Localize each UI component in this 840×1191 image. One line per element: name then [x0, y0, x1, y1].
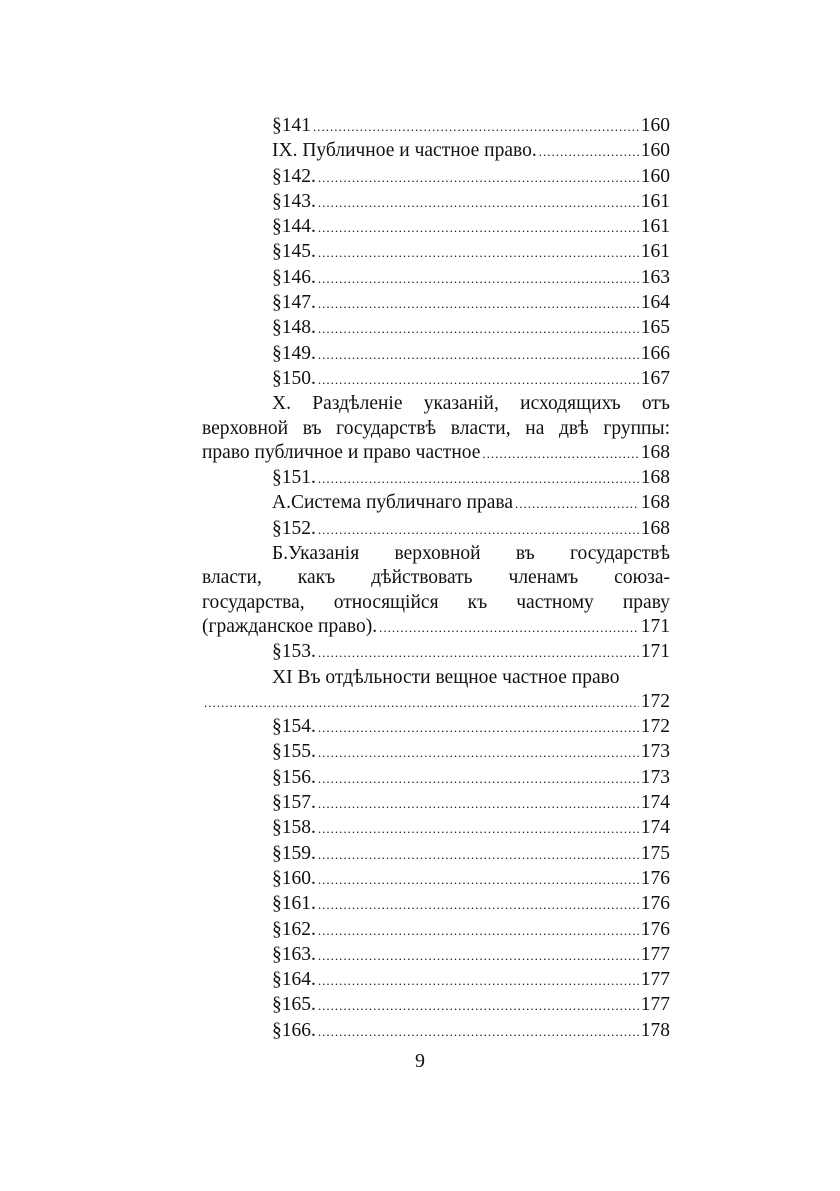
toc-page: 172: [640, 716, 670, 738]
section-b-line2: власти, какъ дѣйствовать членамъ союза-: [202, 567, 670, 589]
table-of-contents: [202, 114, 670, 1044]
toc-page: 165: [640, 317, 670, 339]
toc-group-a: [202, 114, 670, 392]
toc-page: 172: [640, 690, 670, 712]
toc-label: §147.: [272, 292, 316, 314]
toc-entry: [202, 943, 670, 968]
toc-page: 163: [640, 266, 670, 288]
toc-label: §151.: [272, 467, 316, 489]
toc-page: 174: [640, 817, 670, 839]
toc-entry: [202, 791, 670, 816]
leader-dots: [482, 442, 638, 466]
toc-label: §141: [272, 115, 311, 136]
toc-entry: [202, 266, 670, 291]
toc-entry: [202, 291, 670, 316]
page-number: 9: [415, 1050, 425, 1072]
toc-label: §145.: [272, 241, 316, 263]
toc-section-b: [202, 542, 670, 640]
leader-dots: [318, 1020, 639, 1044]
toc-entry: [202, 190, 670, 215]
toc-label: §154.: [272, 716, 316, 738]
leader-dots: [318, 241, 639, 265]
leader-dots: [318, 641, 639, 665]
toc-label: §150.: [272, 367, 316, 389]
toc-entry: [202, 715, 670, 740]
toc-page: 171: [640, 641, 670, 663]
toc-label: §159.: [272, 842, 316, 864]
leader-dots: [318, 467, 639, 491]
toc-label: §149.: [272, 342, 316, 364]
toc-entry: [202, 240, 670, 265]
leader-dots: [318, 919, 639, 943]
section-b-line1: Б.Указанiя верховной въ государствѣ: [272, 543, 670, 565]
leader-dots: [318, 792, 639, 816]
section-xi-line1: XI Въ отдѣльности вещное частное право: [272, 666, 620, 688]
toc-page: 166: [640, 342, 670, 364]
toc-page: 160: [640, 140, 670, 162]
toc-label: §161.: [272, 893, 316, 915]
leader-dots: [318, 767, 639, 791]
toc-entry: [202, 1019, 670, 1044]
toc-page: 176: [640, 893, 670, 915]
section-b-line3: государства, относящiйся къ частному праву: [202, 591, 670, 613]
leader-dots: [313, 115, 639, 139]
toc-page: 167: [640, 367, 670, 389]
toc-label: §144.: [272, 216, 316, 238]
leader-dots: [318, 292, 639, 316]
toc-label: §146.: [272, 266, 316, 288]
toc-page: 174: [640, 792, 670, 814]
toc-label: §148.: [272, 317, 316, 339]
toc-entry: [202, 466, 670, 491]
toc-label: (гражданское право).: [202, 615, 378, 637]
toc-section-xi: [202, 666, 670, 716]
toc-page: 176: [640, 867, 670, 889]
toc-page: 178: [640, 1019, 670, 1041]
toc-label: §143.: [272, 190, 316, 212]
toc-entry: [202, 491, 670, 516]
toc-entry: [202, 740, 670, 765]
toc-entry: [202, 114, 670, 139]
toc-label: §153.: [272, 641, 316, 663]
toc-group-b: [202, 715, 670, 1044]
toc-entry: [202, 165, 670, 190]
section-x-line2: верховной въ государствѣ власти, на двѣ группы:: [202, 417, 670, 439]
toc-entry: [202, 918, 670, 943]
toc-entry: [202, 816, 670, 841]
toc-page: 177: [640, 943, 670, 965]
leader-dots: [318, 368, 639, 392]
toc-page: 168: [640, 467, 670, 489]
leader-dots: [318, 216, 639, 240]
toc-page: 177: [640, 994, 670, 1016]
toc-page: 168: [640, 441, 670, 463]
leader-dots: [539, 140, 639, 164]
toc-page: 161: [640, 241, 670, 263]
toc-label: §166.: [272, 1019, 316, 1041]
toc-page: 171: [640, 615, 670, 637]
toc-page: 177: [640, 969, 670, 991]
toc-entry: [202, 316, 670, 341]
toc-entry: [202, 367, 670, 392]
toc-label: §157.: [272, 792, 316, 814]
leader-dots: [318, 317, 639, 341]
toc-page: 173: [640, 741, 670, 763]
toc-label: §155.: [272, 741, 316, 763]
section-b-line4: [202, 615, 670, 640]
toc-entry: [202, 766, 670, 791]
toc-page: 161: [640, 216, 670, 238]
toc-page: 164: [640, 292, 670, 314]
leader-dots: [318, 166, 639, 190]
leader-dots: [318, 969, 639, 993]
toc-label: §156.: [272, 766, 316, 788]
leader-dots: [318, 817, 639, 841]
leader-dots: [318, 843, 639, 867]
leader-dots: [318, 994, 639, 1018]
toc-section-x: [202, 392, 670, 466]
toc-page: 175: [640, 842, 670, 864]
leader-dots: [318, 518, 639, 542]
toc-entry: [202, 640, 670, 665]
toc-label: §142.: [272, 165, 316, 187]
toc-label: §158.: [272, 817, 316, 839]
leader-dots: [379, 616, 639, 640]
leader-dots: [318, 716, 639, 740]
leader-dots: [318, 343, 639, 367]
toc-page: 160: [640, 115, 670, 136]
toc-label: §164.: [272, 969, 316, 991]
toc-label: §160.: [272, 867, 316, 889]
section-x-line3: [202, 441, 670, 466]
toc-page: 173: [640, 766, 670, 788]
leader-dots: [318, 741, 639, 765]
toc-entry: [202, 993, 670, 1018]
section-x-line1: X. Раздѣленiе указанiй, исходящихъ отъ: [272, 393, 670, 415]
toc-label: право публичное и право частное: [202, 441, 481, 463]
toc-page: 161: [640, 190, 670, 212]
section-xi-line2: [202, 690, 670, 715]
toc-label: §162.: [272, 918, 316, 940]
toc-page: 168: [640, 492, 670, 514]
leader-dots: [515, 492, 639, 516]
leader-dots: [318, 191, 639, 215]
toc-entry: [202, 215, 670, 240]
toc-label: §165.: [272, 994, 316, 1016]
toc-entry: [202, 139, 670, 164]
leader-dots: [318, 944, 639, 968]
toc-page: 160: [640, 165, 670, 187]
toc-entry: [202, 867, 670, 892]
toc-entry: [202, 842, 670, 867]
toc-label: А.Система публичнаго права: [272, 492, 513, 514]
toc-entry: [202, 342, 670, 367]
toc-page: 168: [640, 517, 670, 539]
toc-entry: [202, 517, 670, 542]
toc-label: IX. Публичное и частное право.: [272, 140, 537, 162]
toc-label: §152.: [272, 517, 316, 539]
leader-dots: [318, 267, 639, 291]
leader-dots: [318, 893, 639, 917]
toc-entry: [202, 892, 670, 917]
leader-dots: [204, 691, 639, 715]
toc-entry: [202, 968, 670, 993]
toc-page: 176: [640, 918, 670, 940]
leader-dots: [318, 868, 639, 892]
toc-label: §163.: [272, 943, 316, 965]
